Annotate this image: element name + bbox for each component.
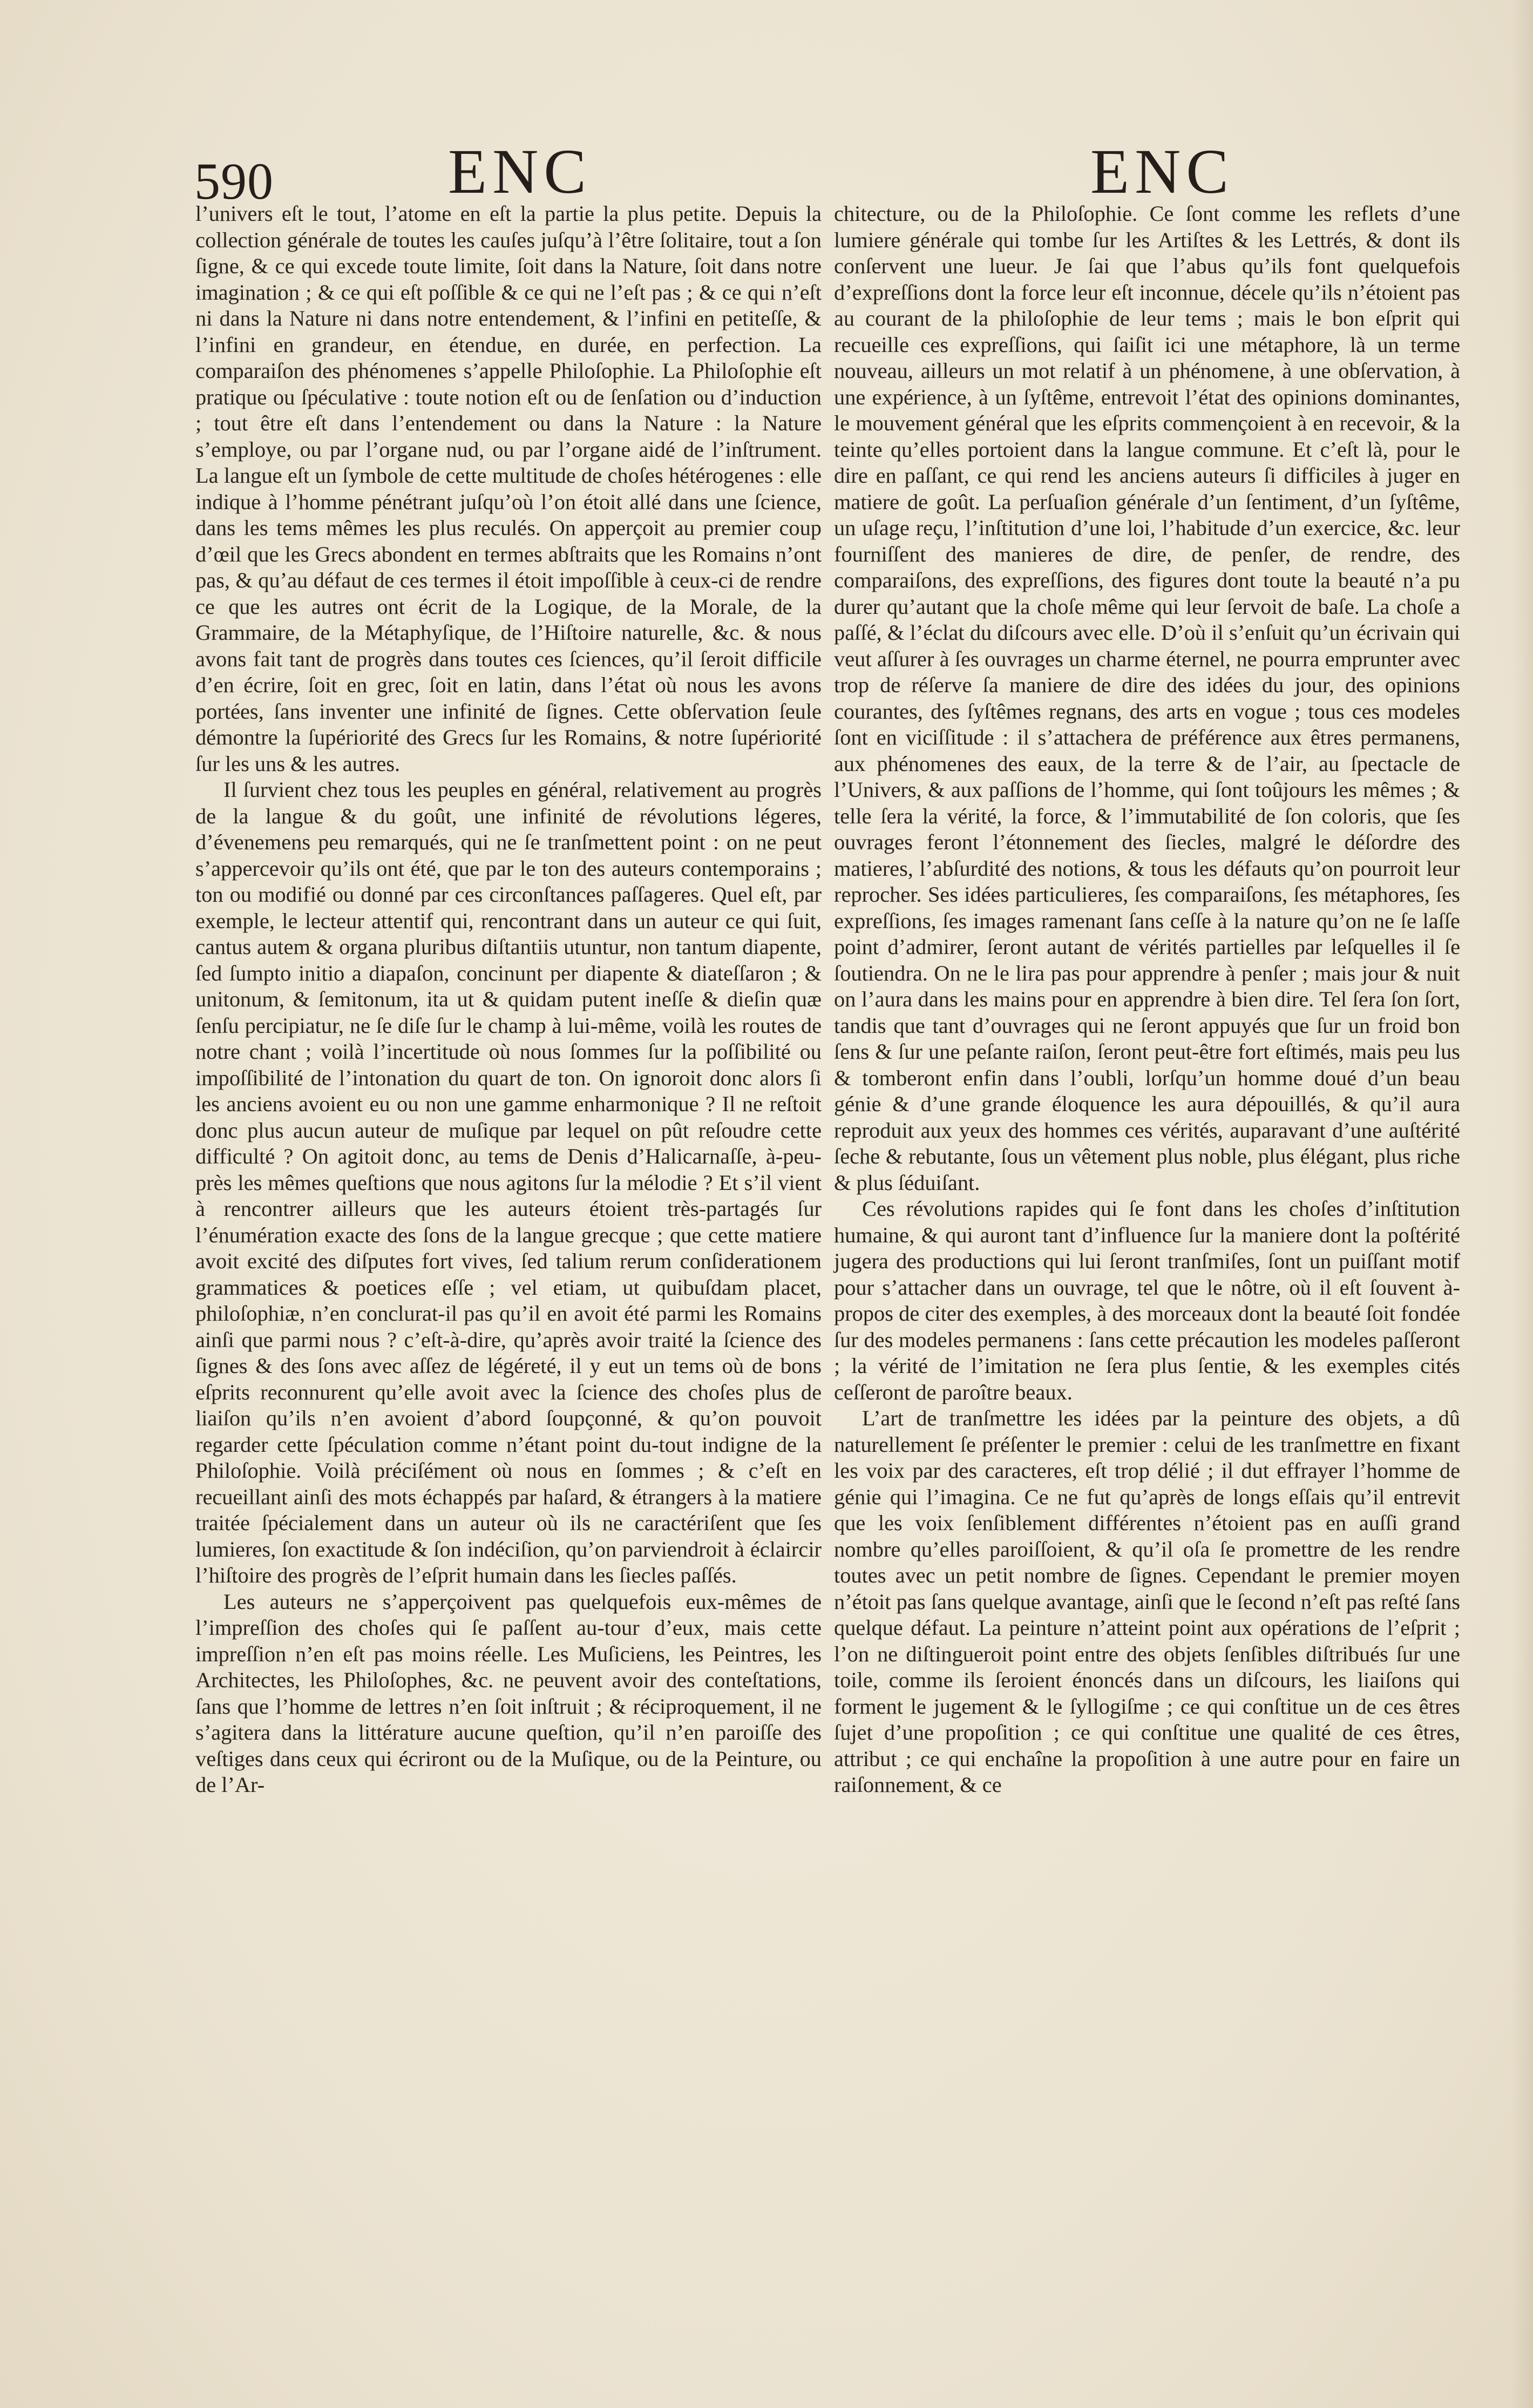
paragraph: chitecture, ou de la Philoſophie. Ce ſont comme les reflets d’une lumiere générale qui tombe ſur les Artiſtes & les Lettrés, & dont ils conſervent une lueur. Je ſai que l’abus qu’ils font quelquefois d’expreſſions dont la force leur eſt inconnue, décele qu’ils n’étoient pas au courant de la philoſophie de leur tems ; mais le bon eſprit qui recueille ces expreſſions, qui ſaiſit ici une métaphore, là un terme nouveau, ailleurs un mot relatif à un phénomene, à une obſervation, à une expérience, à un ſyſtême, entrevoit l’état des opinions dominantes, le mouvement général que les eſprits commençoient à en recevoir, & la teinte qu’elles portoient dans la langue commune. Et c’eſt là, pour le dire en paſſant, ce qui rend les anciens auteurs ſi difficiles à juger en matiere de goût. La perſuaſion générale d’un ſentiment, d’un ſyſtême, un uſage reçu, l’inſtitution d’une loi, l’habitude d’un exercice, &c. leur fourniſſent des manieres de dire, de penſer, de rendre, des comparaiſons, des expreſſions, des figures dont toute la beauté n’a pu durer qu’autant que la choſe même qui leur ſervoit de baſe. La choſe a paſſé, & l’éclat du diſcours avec elle. D’où il s’enſuit qu’un écrivain qui veut aſſurer à ſes ouvrages un charme éternel, ne pourra emprunter avec trop de réſerve ſa maniere de dire des idées du jour, des opinions courantes, des ſyſtêmes regnans, des arts en vogue ; tous ces modeles ſont en viciſſitude : il s’attachera de préférence aux êtres permanens, aux phénomenes des eaux, de la terre & de l’air, au ſpectacle de l’Univers, & aux paſſions de l’homme, qui ſont toûjours les mêmes ; & telle ſera la vérité, la force, & l’immutabilité de ſon coloris, que ſes ouvrages feront l’étonnement des ſiecles, malgré le déſordre des matieres, l’abſurdité des notions, & tous les défauts qu’on pourroit leur reprocher. Ses idées particulieres, ſes comparaiſons, ſes métaphores, ſes expreſſions, ſes images ramenant ſans ceſſe à la nature qu’on ne ſe laſſe point d’admirer, ſeront autant de vérités partielles par leſquelles il ſe ſoutiendra. On ne le lira pas pour apprendre à penſer ; mais jour & nuit on l’aura dans les mains pour en apprendre à bien dire. Tel ſera ſon ſort, tandis que tant d’ouvrages qui ne ſeront appuyés que ſur un froid bon ſens & ſur une peſante raiſon, ſeront peut-être fort eſtimés, mais peu lus & tomberont enfin dans l’oubli, lorſqu’un homme doué d’un beau génie & d’une grande éloquence les aura dépouillés, & qu’il aura reproduit aux yeux des hommes ces vérités, auparavant d’une auſtérité ſeche & rebutante, ſous un vêtement plus noble, plus élégant, plus riche & plus ſéduiſant.: [834, 201, 1460, 1195]
running-head-left: ENC: [448, 136, 592, 207]
page-number: 590: [194, 152, 274, 210]
left-column: [195, 201, 822, 1798]
page-edge-shadow: [1511, 0, 1533, 2408]
paragraph: Ces révolutions rapides qui ſe font dans les choſes d’inſtitution humaine, & qui auront tant d’influence ſur la maniere dont la poſtérité jugera des productions qui lui ſeront tranſmiſes, ſont un puiſſant motif pour s’attacher dans un ouvrage, tel que le nôtre, où il eſt ſouvent à-propos de citer des exemples, à des morceaux dont la beauté ſoit fondée ſur des modeles permanens : ſans cette précaution les modeles paſſeront ; la vérité de l’imitation ne ſera plus ſentie, & les exemples cités ceſſeront de paroître beaux.: [834, 1196, 1460, 1404]
running-head-right: ENC: [1090, 136, 1234, 207]
page-header: [194, 135, 1457, 211]
right-column: [834, 201, 1460, 1798]
paragraph: Il ſurvient chez tous les peuples en général, relativement au progrès de la langue & du goût, une infinité de révolutions légeres, d’évenemens peu remarqués, qui ne ſe tranſmettent point : on ne peut s’appercevoir qu’ils ont été, que par le ton des auteurs contemporains ; ton ou modifié ou donné par ces circonſtances paſſageres. Quel eſt, par exemple, le lecteur attentif qui, rencontrant dans un auteur ce qui ſuit, cantus autem & organa pluribus diſtantiis utuntur, non tantum diapente, ſed ſumpto initio a diapaſon, concinunt per diapente & diateſſaron ; & unitonum, & ſemitonum, ita ut & quidam putent ineſſe & dieſin quæ ſenſu percipiatur, ne ſe diſe ſur le champ à lui-même, voilà les routes de notre chant ; voilà l’incertitude où nous ſommes ſur la poſſibilité ou impoſſibilité de l’intonation du quart de ton. On ignoroit donc alors ſi les anciens avoient eu ou non une gamme enharmonique ? Il ne reſtoit donc plus aucun auteur de muſique par lequel on pût reſoudre cette difficulté ? On agitoit donc, au tems de Denis d’Halicarnaſſe, à-peu-près les mêmes queſtions que nous agitons ſur la mélodie ? Et s’il vient à rencontrer ailleurs que les auteurs étoient très-partagés ſur l’énumération exacte des ſons de la langue grecque ; que cette matiere avoit excité des diſputes fort vives, ſed talium rerum conſiderationem grammatices & poetices eſſe ; vel etiam, ut quibuſdam placet, philoſophiæ, n’en conclurat-il pas qu’il en avoit été parmi les Romains ainſi que parmi nous ? c’eſt-à-dire, qu’après avoir traité la ſcience des ſignes & des ſons avec aſſez de légéreté, il y eut un tems où de bons eſprits reconnurent qu’elle avoit avec la ſcience des choſes plus de liaiſon qu’ils n’en avoient d’abord ſoupçonné, & qu’on pouvoit regarder cette ſpéculation comme n’étant point du-tout indigne de la Philoſophie. Voilà préciſément où nous en ſommes ; & c’eſt en recueillant ainſi des mots échappés par haſard, & étrangers à la matiere traitée ſpécialement dans un auteur où ils ne caractériſent que ſes lumieres, ſon exactitude & ſon indéciſion, qu’on parviendroit à éclaircir l’hiſtoire des progrès de l’eſprit humain dans les ſiecles paſſés.: [195, 777, 822, 1587]
paragraph: L’art de tranſmettre les idées par la peinture des objets, a dû naturellement ſe préſenter le premier : celui de les tranſmettre en fixant les voix par des caracteres, eſt trop délié ; il dut effrayer l’homme de génie qui l’imagina. Ce ne fut qu’après de longs eſſais qu’il entrevit que les voix ſenſiblement différentes n’étoient pas en auſſi grand nombre qu’elles paroiſſoient, & qu’il oſa ſe promettre de les rendre toutes avec un petit nombre de ſignes. Cependant le premier moyen n’étoit pas ſans quelque avantage, ainſi que le ſecond n’eſt pas reſté ſans quelque défaut. La peinture n’atteint point aux opérations de l’eſprit ; l’on ne diſtingueroit point entre des objets ſenſibles diſtribués ſur une toile, comme ils ſeroient énoncés dans un diſcours, les liaiſons qui forment le jugement & le ſyllogiſme ; ce qui conſtitue un de ces êtres ſujet d’une propoſition ; ce qui conſtitue une qualité de ces êtres, attribut ; ce qui enchaîne la propoſition à une autre pour en faire un raiſonnement, & ce: [834, 1406, 1460, 1797]
paragraph: Les auteurs ne s’apperçoivent pas quelquefois eux-mêmes de l’impreſſion des choſes qui ſe paſſent au-tour d’eux, mais cette impreſſion n’en eſt pas moins réelle. Les Muſiciens, les Peintres, les Architectes, les Philoſophes, &c. ne peuvent avoir des conteſtations, ſans que l’homme de lettres n’en ſoit inſtruit ; & réciproquement, il ne s’agitera dans la littérature aucune queſtion, qu’il n’en paroiſſe des veſtiges dans ceux qui écriront ou de la Muſique, ou de la Peinture, ou de l’Ar-: [195, 1589, 822, 1797]
paragraph: l’univers eſt le tout, l’atome en eſt la partie la plus petite. Depuis la collection générale de toutes les cauſes juſqu’à l’être ſolitaire, tout a ſon ſigne, & ce qui excede toute limite, ſoit dans la Nature, ſoit dans notre imagination ; & ce qui eſt poſſible & ce qui ne l’eſt pas ; & ce qui n’eſt ni dans la Nature ni dans notre entendement, & l’infini en petiteſſe, & l’infini en grandeur, en étendue, en durée, en perfection. La comparaiſon des phénomenes s’appelle Philoſophie. La Philoſophie eſt pratique ou ſpéculative : toute notion eſt ou de ſenſation ou d’induction ; tout être eſt dans l’entendement ou dans la Nature : la Nature s’employe, ou par l’organe nud, ou par l’organe aidé de l’inſtrument. La langue eſt un ſymbole de cette multitude de choſes hétérogenes : elle indique à l’homme pénétrant juſqu’où l’on étoit allé dans une ſcience, dans les tems mêmes les plus reculés. On apperçoit au premier coup d’œil que les Grecs abondent en termes abſtraits que les Romains n’ont pas, & qu’au défaut de ces termes il étoit impoſſible à ceux-ci de rendre ce que les autres ont écrit de la Logique, de la Morale, de la Grammaire, de la Métaphyſique, de l’Hiſtoire naturelle, &c. & nous avons fait tant de progrès dans toutes ces ſciences, qu’il ſeroit difficile d’en écrire, ſoit en grec, ſoit en latin, dans l’état où nous les avons portées, ſans inventer une infinité de ſignes. Cette obſervation ſeule démontre la ſupériorité des Grecs ſur les Romains, & notre ſupériorité ſur les uns & les autres.: [195, 201, 822, 776]
